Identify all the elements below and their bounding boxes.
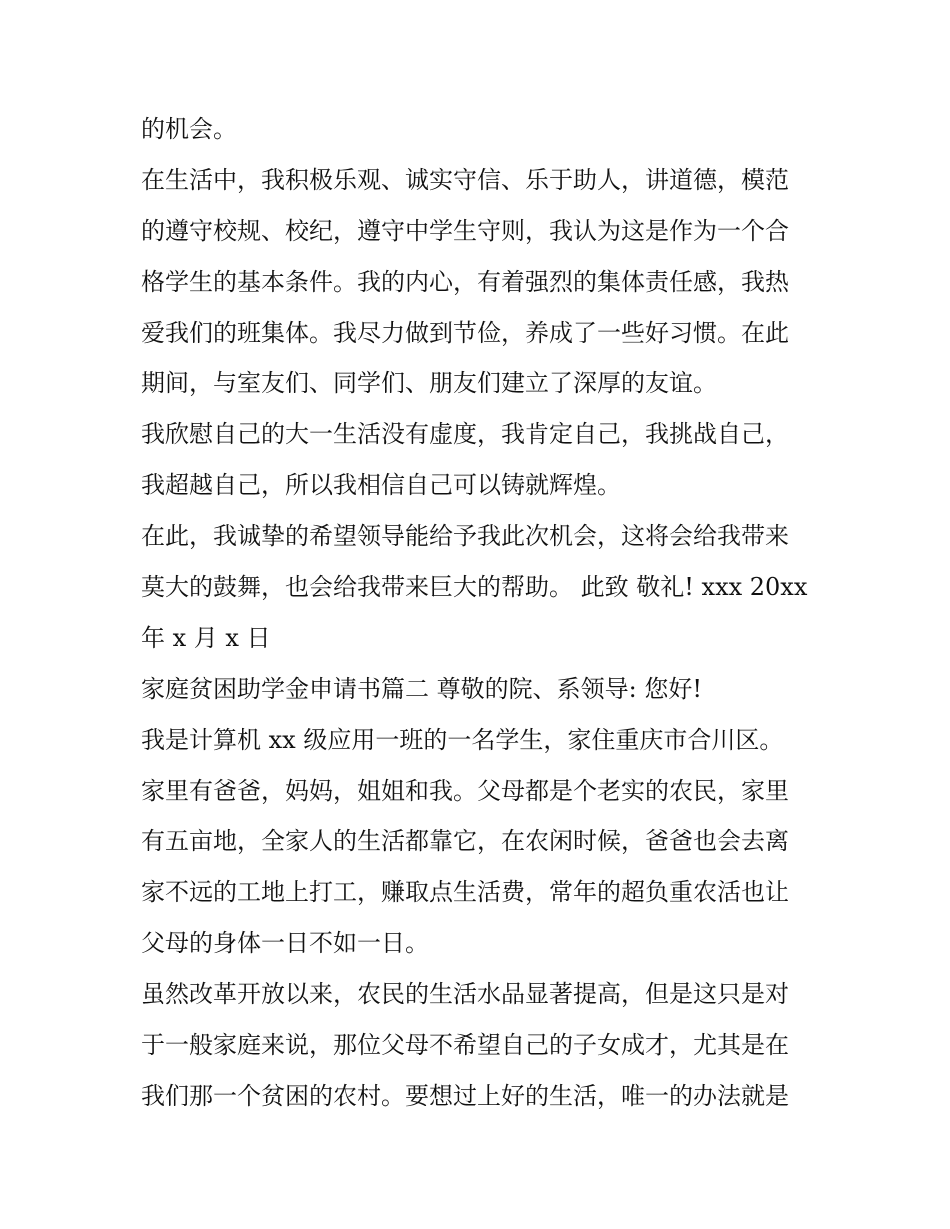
text-line: 有五亩地，全家人的生活都靠它，在农闲时候，爸爸也会去离 — [141, 827, 789, 856]
text-line: 莫大的鼓舞，也会给我带来巨大的帮助。 此致 敬礼! xxx 20xx — [141, 573, 808, 602]
text-line: 我超越自己，所以我相信自己可以铸就辉煌。 — [141, 471, 621, 500]
text-line: 的机会。 — [141, 115, 237, 143]
text-line: 爱我们的班集体。我尽力做到节俭，养成了一些好习惯。在此 — [141, 318, 789, 347]
text-line: 格学生的基本条件。我的内心，有着强烈的集体责任感，我热 — [141, 267, 789, 296]
text-line: 家里有爸爸，妈妈，姐姐和我。父母都是个老实的农民，家里 — [141, 776, 789, 805]
text-line: 我是计算机 xx 级应用一班的一名学生，家住重庆市合川区。 — [141, 725, 784, 754]
text-line: 父母的身体一日不如一日。 — [141, 929, 429, 958]
body-text — [141, 104, 821, 1122]
text-line: 在生活中，我积极乐观、诚实守信、乐于助人，讲道德，模范 — [141, 165, 789, 194]
text-line: 的遵守校规、校纪，遵守中学生守则，我认为这是作为一个合 — [141, 216, 789, 245]
text-line: 在此，我诚挚的希望领导能给予我此次机会，这将会给我带来 — [141, 522, 789, 551]
text-line: 于一般家庭来说，那位父母不希望自己的子女成才，尤其是在 — [141, 1031, 789, 1060]
text-line: 虽然改革开放以来，农民的生活水品显著提高，但是这只是对 — [141, 980, 789, 1009]
text-line: 我欣慰自己的大一生活没有虚度，我肯定自己，我挑战自己， — [141, 420, 789, 449]
text-line: 家不远的工地上打工，赚取点生活费，常年的超负重农活也让 — [141, 878, 789, 907]
text-line: 期间，与室友们、同学们、朋友们建立了深厚的友谊。 — [141, 369, 717, 398]
text-line: 我们那一个贫困的农村。要想过上好的生活，唯一的办法就是 — [141, 1081, 789, 1110]
text-line: 家庭贫困助学金申请书篇二 尊敬的院、系领导: 您好! — [141, 674, 702, 703]
text-line: 年 x 月 x 日 — [141, 623, 271, 652]
